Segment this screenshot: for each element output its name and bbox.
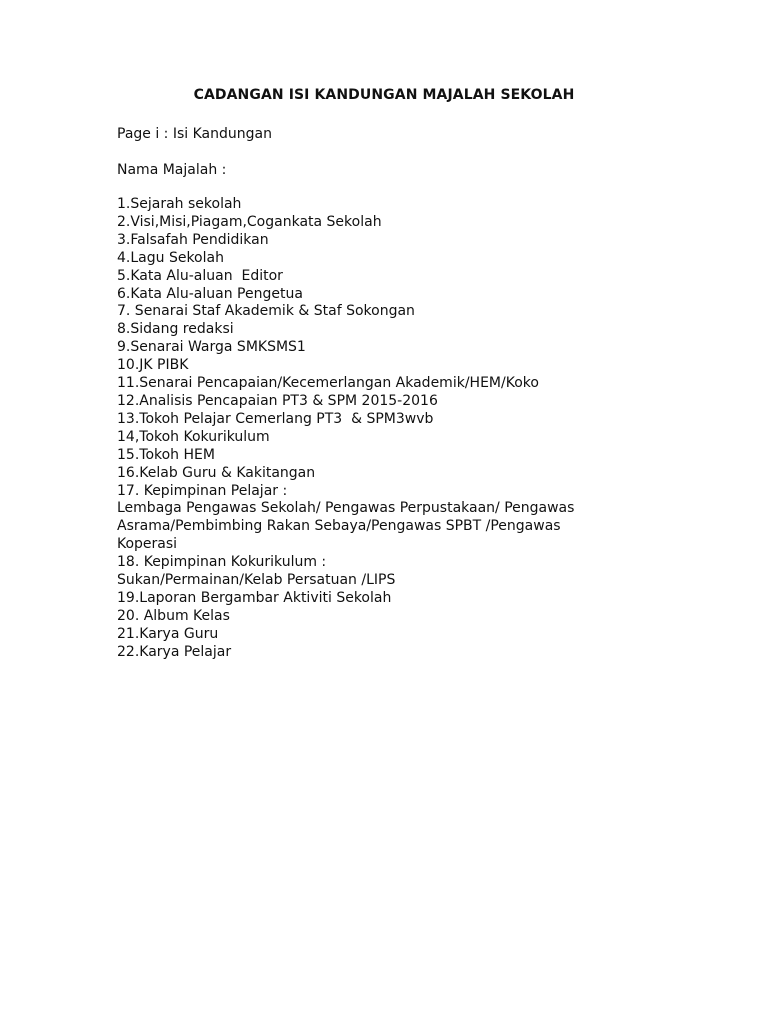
list-item: 1.Sejarah sekolah bbox=[117, 196, 242, 212]
list-item: 12.Analisis Pencapaian PT3 & SPM 2015-2016 bbox=[117, 392, 438, 409]
list-item: 20. Album Kelas bbox=[117, 607, 230, 624]
list-item: 18. Kepimpinan Kokurikulum : bbox=[117, 554, 327, 571]
list-item: 11.Senarai Pencapaian/Kecemerlangan Akademik/HEM/Koko bbox=[117, 375, 539, 392]
list-item: 14,Tokoh Kokurikulum bbox=[117, 428, 270, 445]
list-item: 6.Kata Alu-aluan Pengetua bbox=[117, 285, 303, 302]
list-item: 4.Lagu Sekolah bbox=[117, 249, 224, 266]
list-item: 21.Karya Guru bbox=[117, 625, 219, 642]
list-item: 17. Kepimpinan Pelajar : bbox=[117, 482, 288, 499]
list-item: 16.Kelab Guru & Kakitangan bbox=[117, 464, 316, 481]
list-item: 2.Visi,Misi,Piagam,Cogankata Sekolah bbox=[117, 213, 382, 230]
list-item: Asrama/Pembimbing Rakan Sebaya/Pengawas SPBT /Pengawas bbox=[117, 518, 561, 535]
list-item: 15.Tokoh HEM bbox=[117, 446, 215, 463]
list-item: 5.Kata Alu-aluan Editor bbox=[117, 267, 283, 284]
magazine-name-line: Nama Majalah : bbox=[117, 162, 227, 178]
list-item: 10.JK PIBK bbox=[117, 357, 189, 374]
document-title: CADANGAN ISI KANDUNGAN MAJALAH SEKOLAH bbox=[193, 87, 575, 103]
contents-list bbox=[117, 196, 637, 662]
list-item: 13.Tokoh Pelajar Cemerlang PT3 & SPM3wvb bbox=[117, 410, 434, 427]
list-item: Koperasi bbox=[117, 536, 178, 553]
list-item: Lembaga Pengawas Sekolah/ Pengawas Perpustakaan/ Pengawas bbox=[117, 500, 575, 517]
page-line: Page i : Isi Kandungan bbox=[117, 126, 272, 142]
list-item: 19.Laporan Bergambar Aktiviti Sekolah bbox=[117, 589, 392, 606]
list-item: Sukan/Permainan/Kelab Persatuan /LIPS bbox=[117, 572, 396, 589]
list-item: 9.Senarai Warga SMKSMS1 bbox=[117, 339, 306, 356]
list-item: 22.Karya Pelajar bbox=[117, 643, 232, 660]
list-item: 8.Sidang redaksi bbox=[117, 321, 234, 338]
list-item: 7. Senarai Staf Akademik & Staf Sokongan bbox=[117, 303, 415, 320]
list-item: 3.Falsafah Pendidikan bbox=[117, 231, 269, 248]
